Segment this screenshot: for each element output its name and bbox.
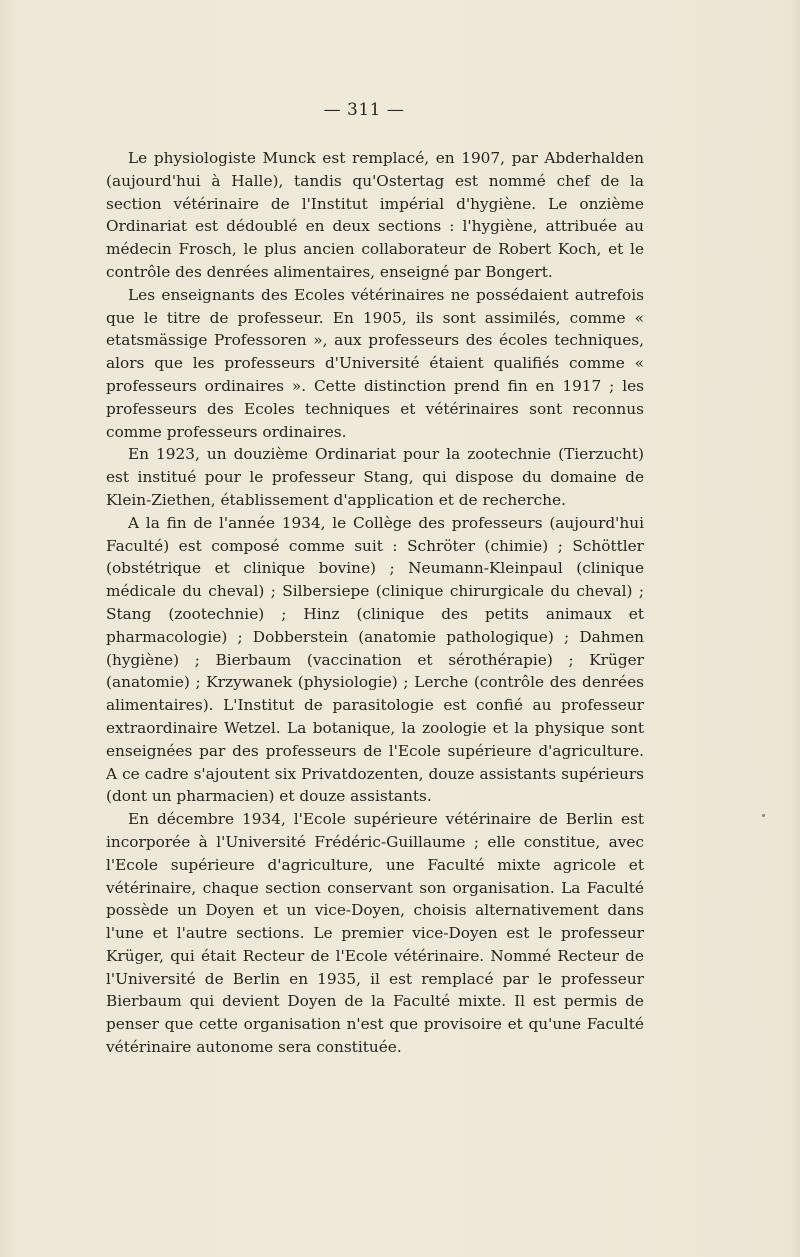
paper-speck (762, 814, 765, 817)
paragraph-4: A la fin de l'année 1934, le Collège des professeurs (aujourd'hui Faculté) est composé comme suit : Schröter (chimie) ; Schöttler (obstétrique et clinique bovine) ; Neumann-Kleinpaul (clinique médicale du cheval) ; Silbersiepe (clinique chirurgicale du cheval) ; Stang (zootechnie) ; Hinz (clinique des petits animaux et pharmacologie) ; Dobberstein (anatomie pathologique) ; Dahmen (hygiène) ; Bierbaum (vaccination et sérothérapie) ; Krüger (anatomie) ; Krzywanek (physiologie) ; Lerche (contrôle des denrées alimentaires). L'Institut de parasitologie est confié au professeur extraordinaire Wetzel. La botanique, la zoologie et la physique sont enseignées par des professeurs de l'Ecole supérieure d'agriculture. A ce cadre s'ajoutent six Privatdozenten, douze assistants supérieurs (dont un pharmacien) et douze assistants. (106, 513, 644, 806)
paragraph-3: En 1923, un douzième Ordinariat pour la zootechnie (Tierzucht) est institué pour le professeur Stang, qui dispose du domaine de Klein-Ziethen, établissement d'application et de recherche. (106, 445, 644, 509)
page-number: — 311 — (323, 100, 405, 120)
paragraph-2: Les enseignants des Ecoles vétérinaires ne possédaient autrefois que le titre de professeur. En 1905, ils sont assimilés, comme « etatsmässige Professoren », aux professeurs des écoles techniques, alors que les professeurs d'Université étaient qualifiés comme « professeurs ordinaires ». Cette distinction prend fin en 1917 ; les professeurs des Ecoles techniques et vétérinaires sont reconnus comme professeurs ordinaires. (106, 285, 644, 441)
paragraph-1: Le physiologiste Munck est remplacé, en 1907, par Abderhalden (aujourd'hui à Halle), tandis qu'Ostertag est nommé chef de la section vétérinaire de l'Institut impérial d'hygiène. Le onzième Ordinariat est dédoublé en deux sections : l'hygiène, attribuée au médecin Frosch, le plus ancien collaborateur de Robert Koch, et le contrôle des denrées alimentaires, enseigné par Bongert. (106, 149, 644, 281)
body-text (106, 147, 644, 1059)
paragraph-5: En décembre 1934, l'Ecole supérieure vétérinaire de Berlin est incorporée à l'Université Frédéric-Guillaume ; elle constitue, avec l'Ecole supérieure d'agriculture, une Faculté mixte agricole et vétérinaire, chaque section conservant son organisation. La Faculté possède un Doyen et un vice-Doyen, choisis alternativement dans l'une et l'autre sections. Le premier vice-Doyen est le professeur Krüger, qui était Recteur de l'Ecole vétérinaire. Nommé Recteur de l'Université de Berlin en 1935, il est remplacé par le professeur Bierbaum qui devient Doyen de la Faculté mixte. Il est permis de penser que cette organisation n'est que provisoire et qu'une Faculté vétérinaire autonome sera constituée. (106, 810, 644, 1057)
